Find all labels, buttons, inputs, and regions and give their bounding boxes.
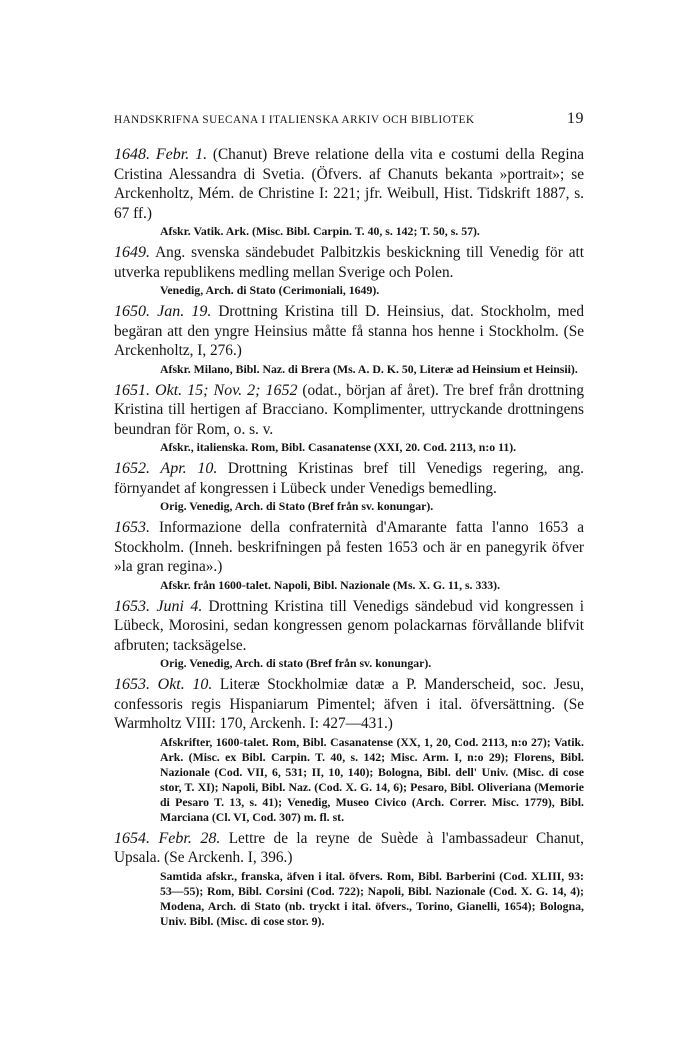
entry-source: Afskr. Vatik. Ark. (Misc. Bibl. Carpin. T. 40, s. 142; T. 50, s. 57). <box>160 224 480 238</box>
catalog-entry <box>114 381 584 456</box>
entry-text: Drottning Kristinas bref till Venedigs regering, ang. förnyandet af kongressen i Lübeck under Venedigs bemedling. <box>114 460 585 497</box>
entry-source: Afskr. från 1600-talet. Napoli, Bibl. Nazionale (Ms. X. G. 11, s. 333). <box>160 577 501 592</box>
catalog-entry <box>114 243 584 298</box>
entry-text: (Chanut) Breve relatione della vita e costumi della Regina Cristina Alessandra di Svetia. (Öfvers. af Chanuts bekanta »portrait»; se Arckenholtz, Mém. de Christine I: 221; jfr. Weibull, Hist. Tidskrift 1887, s. 67 ff.) <box>114 146 585 222</box>
entry-date: 1649. <box>114 244 150 261</box>
entry-description <box>114 381 584 440</box>
entry-date: 1648. Febr. 1. <box>114 146 208 163</box>
entry-date: 1653. <box>114 519 150 536</box>
entry-date: 1654. Febr. 28. <box>114 829 221 847</box>
entry-description <box>114 597 584 656</box>
entry-date: 1650. Jan. 19. <box>114 303 212 320</box>
catalog-entry <box>114 302 584 377</box>
entry-date: 1651. Okt. 15; Nov. 2; 1652 <box>114 381 298 399</box>
catalog-entry <box>114 518 584 593</box>
catalog-entries <box>114 145 584 933</box>
entry-date: 1653. Okt. 10. <box>114 676 213 693</box>
entry-source: Afskr., italienska. Rom, Bibl. Casanatense (XXI, 20. Cod. 2113, n:o 11). <box>160 440 517 454</box>
entry-description <box>114 243 584 282</box>
running-title: HANDSKRIFNA SUECANA I ITALIENSKA ARKIV OCH BIBLIOTEK <box>114 114 475 126</box>
entry-date: 1653. Juni 4. <box>114 597 203 615</box>
entry-source: Venedig, Arch. di Stato (Cerimoniali, 1649). <box>160 283 380 297</box>
page-number: 19 <box>567 110 584 127</box>
entry-text: Drottning Kristina till Venedigs sändebud vid kongressen i Lübeck, Morosini, sedan kongressen genom polackarnas förvållande blifvit afbruten; tacksägelse. <box>114 597 584 654</box>
entry-text: Drottning Kristina till D. Heinsius, dat. Stockholm, med begäran att den yngre Heinsius måtte få stanna hos henne i Stockholm. (Se Arckenholtz, I, 276.) <box>114 303 585 359</box>
entry-text: Informazione della confraternità d'Amarante fatta l'anno 1653 a Stockholm. (Inneh. beskrifningen på festen 1653 och är en panegyrik öfver »la gran regina».) <box>114 519 584 575</box>
catalog-entry <box>114 145 584 239</box>
entry-text: (odat., början af året). Tre bref från drottning Kristina till hertigen af Bracciano. Komplimenter, uttryckande drottningens beundran för Rom, o. s. v. <box>114 381 585 438</box>
entry-description <box>114 145 584 223</box>
entry-source: Orig. Venedig, Arch. di stato (Bref från sv. konungar). <box>160 656 432 670</box>
catalog-entry <box>114 459 584 514</box>
entry-description <box>114 829 584 868</box>
entry-text: Lettre de la reyne de Suède à l'ambassadeur Chanut, Upsala. (Se Arckenh. I, 396.) <box>114 829 584 866</box>
entry-description <box>114 459 584 498</box>
entry-text: Literæ Stockholmiæ datæ a P. Manderscheid, soc. Jesu, confessoris regis Hispaniarum Pimentel; äfven i ital. öfversättning. (Se Warmholtz VIII: 170, Arckenh. I: 427—431.) <box>114 676 584 732</box>
entry-description <box>114 302 584 361</box>
entry-text: Ang. svenska sändebudet Palbitzkis beskickning till Venedig för att utverka republikens medling mellan Sverige och Polen. <box>114 244 584 281</box>
catalog-entry <box>114 597 584 672</box>
catalog-entry <box>114 675 584 825</box>
entry-source: Orig. Venedig, Arch. di Stato (Bref från sv. konungar). <box>160 499 434 513</box>
entry-source: Afskr. Milano, Bibl. Naz. di Brera (Ms. A. D. K. 50, Literæ ad Heinsium et Heinsii). <box>160 361 578 376</box>
entry-source: Samtida afskr., franska, äfven i ital. öfvers. Rom, Bibl. Barberini (Cod. XLIII, 93: 53—55); Rom, Bibl. Corsini (Cod. 722); Napoli, Bibl. Nazionale (Cod. X. G. 14, 4); Modena, Arch. di Stato (nb. tryckt i ital. öfvers., Torino, Gianelli, 1654); Bologna, Univ. Bibl. (Misc. di cose stor. 9). <box>160 868 584 928</box>
page-header <box>114 108 584 132</box>
entry-source: Afskrifter, 1600-talet. Rom, Bibl. Casanatense (XX, 1, 20, Cod. 2113, n:o 27); Vatik. Ark. (Misc. ex Bibl. Carpin. T. 40, s. 142; Misc. Arm. I, n:o 29); Florens, Bibl. Nazionale (Cod. VII, 6, 531; II, 10, 140); Bologna, Bibl. dell' Univ. (Misc. di cose stor, T. XI); Napoli, Bibl. Naz. (Cod. X. G. 14, 6); Pesaro, Bibl. Oliveriana (Memorie di Pesaro T. 13, s. 41); Venedig, Museo Civico (Arch. Correr. Misc. 1779), Bibl. Marciana (Cl. VI, Cod. 307) m. fl. st. <box>160 734 584 824</box>
entry-date: 1652. Apr. 10. <box>114 460 218 477</box>
entry-description <box>114 518 584 577</box>
entry-description <box>114 675 584 734</box>
catalog-entry <box>114 829 584 929</box>
